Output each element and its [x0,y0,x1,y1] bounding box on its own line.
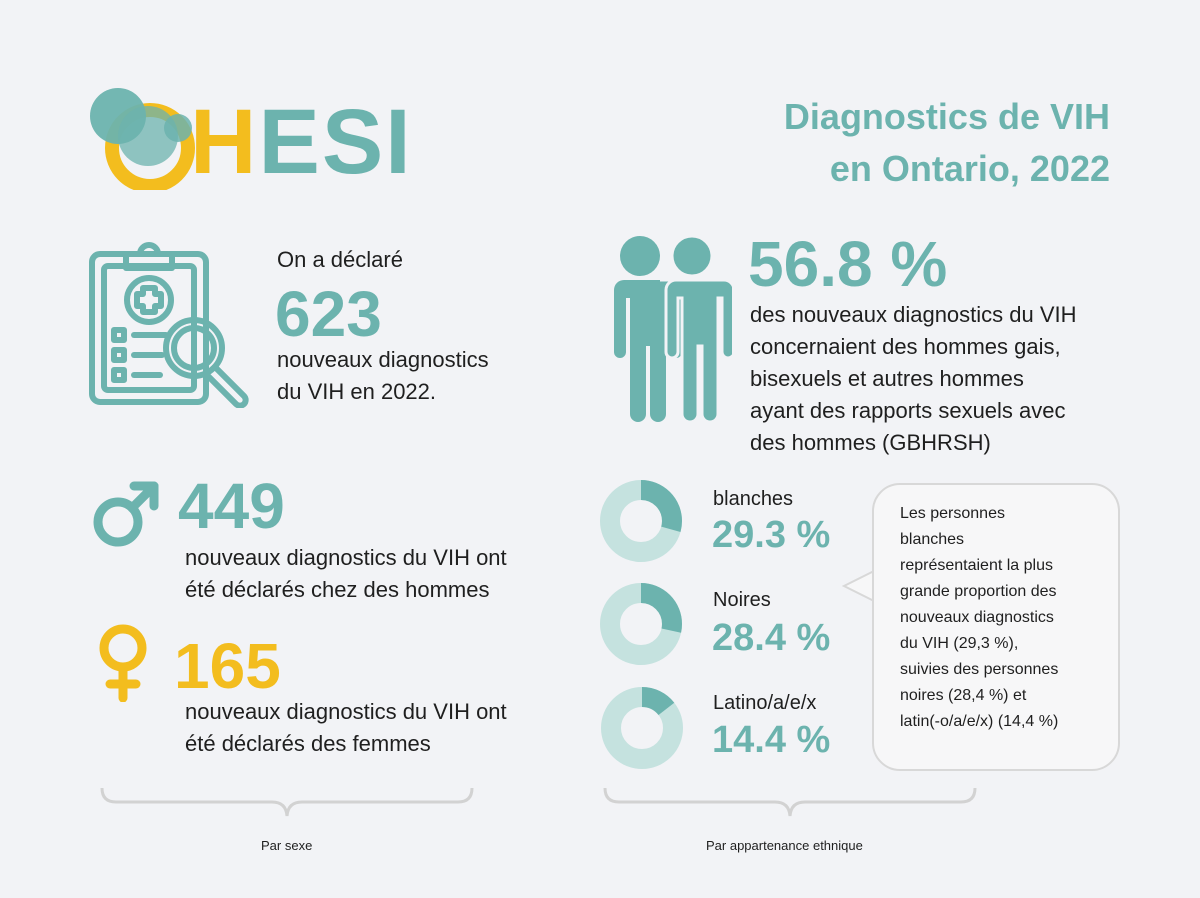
logo-text [190,91,413,193]
men-line-1: nouveaux diagnostics du VIH ont [185,545,507,570]
men-line-2: été déclarés chez des hommes [185,577,490,602]
ethnicity-label-black: Noires [713,589,771,611]
gbhrsh-percent: 56.8 % [748,228,948,300]
reported-line-2: du VIH en 2022. [277,379,437,404]
clipboard-magnifier-icon [86,236,258,408]
men-description [185,542,507,606]
ethnicity-label-latino: Latino/a/e/x [713,692,817,714]
logo-letter-h: H [190,91,259,193]
caption-sex: Par sexe [261,838,313,853]
bubble-line: latin(-o/a/e/x) (14,4 %) [900,713,1059,730]
ethnicity-percent-white: 29.3 % [712,514,831,556]
male-symbol-icon [92,478,162,548]
women-line-1: nouveaux diagnostics du VIH ont [185,699,507,724]
bubble-line: noires (28,4 %) et [900,687,1027,704]
bubble-line: représentaient la plus [900,557,1053,574]
gbhrsh-line: des nouveaux diagnostics du VIH [750,302,1077,327]
gbhrsh-description [750,299,1077,459]
female-symbol-icon [94,624,152,702]
brace-sex [100,786,474,820]
ethnicity-percent-latino: 14.4 % [712,719,831,761]
gbhrsh-line: concernaient des hommes gais, [750,334,1061,359]
reported-line-1: nouveaux diagnostics [277,347,489,372]
title-line-2: en Ontario, 2022 [829,148,1110,189]
gbhrsh-line: des hommes (GBHRSH) [750,430,991,455]
donut-chart-black [599,582,683,666]
bubble-line: nouveaux diagnostics [900,609,1054,626]
reported-intro: On a déclaré [277,247,403,272]
gbhrsh-line: bisexuels et autres hommes [750,366,1024,391]
title-line-1: Diagnostics de VIH [783,96,1110,137]
donut-chart-white [599,479,683,563]
bubble-line: grande proportion des [900,583,1057,600]
ethnicity-percent-black: 28.4 % [712,617,831,659]
brace-ethnicity [603,786,977,820]
ethnicity-label-white: blanches [713,488,794,510]
reported-description [277,344,489,408]
bubble-line: Les personnes [900,505,1005,522]
page-title [610,93,1110,193]
donut-chart-latino [600,686,684,770]
logo [86,86,436,193]
two-men-icon [598,236,732,422]
bubble-line: blanches [900,531,965,548]
women-line-2: été déclarés des femmes [185,731,431,756]
gbhrsh-line: ayant des rapports sexuels avec [750,398,1066,423]
logo-letters-esi: ESI [258,91,413,193]
bubble-line: du VIH (29,3 %), [900,635,1019,652]
women-number: 165 [174,630,281,702]
reported-number: 623 [275,278,382,350]
summary-bubble [872,483,1120,771]
caption-ethnicity: Par appartenance ethnique [706,838,863,853]
bubble-line: suivies des personnes [900,661,1059,678]
men-number: 449 [178,470,285,542]
women-description [185,696,507,760]
